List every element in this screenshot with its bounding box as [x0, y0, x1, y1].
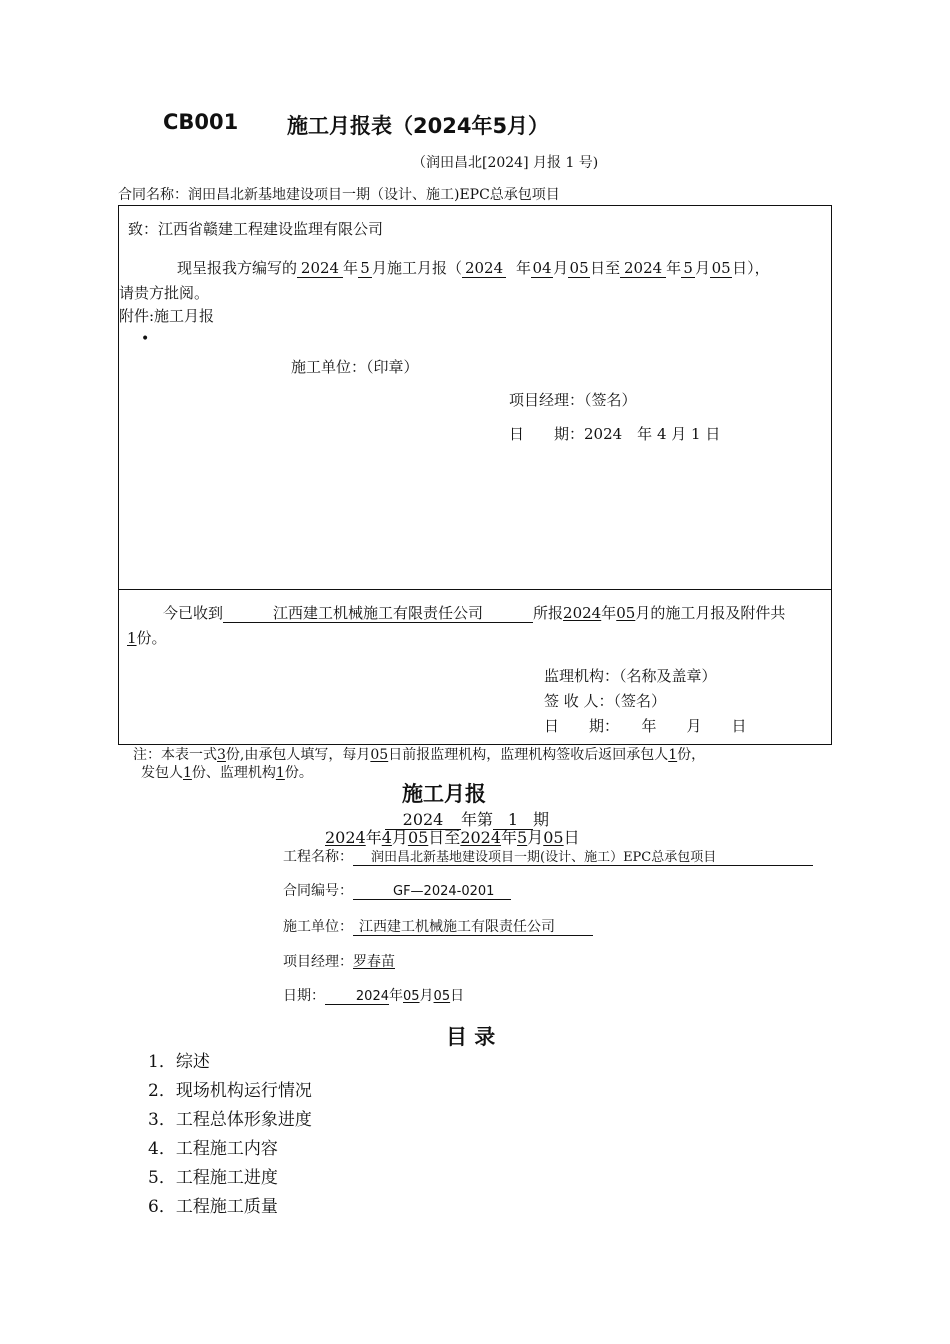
receipt-box: [118, 589, 832, 745]
report-date-row: [283, 985, 464, 1005]
end-day: 05: [711, 259, 731, 277]
toc-item[interactable]: 3．工程总体形象进度: [148, 1110, 312, 1130]
text-fragment: 现呈报我方编写的: [177, 259, 298, 277]
text-fragment: 日至: [428, 828, 461, 847]
text-fragment: 注：本表一式: [133, 747, 217, 763]
project-manager-label: 项目经理：: [283, 954, 353, 970]
copies-contractor: 1: [668, 747, 678, 763]
form-title: 施工月报表（2024年5月）: [287, 114, 550, 138]
submission-paragraph-line1: [177, 257, 770, 278]
report-date-range: [325, 825, 580, 848]
text-fragment: 日），: [732, 259, 770, 277]
bullet-point: •: [141, 331, 150, 347]
receipt-year: 2024: [563, 604, 602, 622]
toc-item[interactable]: 5．工程施工进度: [148, 1168, 278, 1188]
range-end-month: 5: [517, 828, 528, 847]
submission-box: [118, 205, 832, 590]
addressee-name: 江西省赣建工程建设监理有限公司: [158, 220, 384, 238]
text-fragment: 份，: [677, 747, 706, 763]
supervision-org: 监理机构：（名称及盖章）: [544, 667, 717, 685]
text-fragment: 年: [389, 988, 403, 1004]
toc-item[interactable]: 6．工程施工质量: [148, 1197, 278, 1217]
construction-unit-row: [283, 916, 593, 936]
text-fragment: 月: [419, 988, 434, 1004]
text-fragment: 日前报监理机构，监理机构签收后返回承包人: [388, 747, 669, 763]
report-month: 5: [358, 260, 372, 278]
start-year: 2024: [462, 260, 506, 278]
construction-unit-value: 江西建工机械施工有限责任公司: [353, 920, 593, 936]
copies-total: 3: [217, 747, 226, 763]
end-year: 2024: [620, 260, 666, 278]
toc-item[interactable]: 4．工程施工内容: [148, 1139, 278, 1159]
attachment-line: 附件:施工月报: [119, 307, 215, 325]
text-fragment: 份。: [136, 629, 167, 647]
construction-unit-seal: 施工单位：（印章）: [291, 358, 419, 376]
text-fragment: 年: [601, 604, 617, 622]
text-fragment: 年: [666, 259, 682, 277]
text-fragment: 年: [501, 828, 518, 847]
text-fragment: 所报: [533, 604, 564, 622]
attachment-count: 1: [127, 629, 137, 647]
text-fragment: 月: [391, 828, 408, 847]
addressee: [128, 218, 383, 239]
toc-item[interactable]: 2．现场机构运行情况: [148, 1081, 312, 1101]
copies-supervisor: 1: [275, 765, 285, 781]
text-fragment: 期: [533, 810, 550, 829]
range-start-year: 2024: [325, 828, 366, 847]
report-year: 2024: [297, 260, 343, 278]
report-date-month: 05: [403, 989, 420, 1004]
toc-title: 目 录: [446, 1025, 496, 1049]
end-month: 5: [681, 260, 695, 278]
text-fragment: 份、监理机构: [191, 765, 276, 781]
text-fragment: 年: [365, 828, 382, 847]
text-fragment: 月的施工月报及附件共: [635, 604, 786, 622]
range-end-day: 05: [543, 828, 564, 847]
text-fragment: 发包人: [141, 765, 183, 781]
submission-paragraph-line2: 请贵方批阅。: [119, 284, 210, 302]
receipt-paragraph-line2: [127, 627, 167, 648]
text-fragment: 月施工月报（: [372, 259, 463, 277]
addressee-label: 致：: [128, 220, 159, 238]
contract-name-value: 润田昌北新基地建设项目一期（设计、施工)EPC总承包项目: [188, 187, 560, 203]
report-date-label: 日期：: [283, 988, 325, 1004]
copies-owner: 1: [183, 765, 192, 781]
contractor-company: 江西建工机械施工有限责任公司: [223, 605, 533, 623]
project-manager-row: [283, 951, 395, 971]
contract-name-label: 合同名称：: [118, 187, 188, 203]
receipt-month: 05: [616, 604, 636, 622]
project-name-label: 工程名称：: [283, 849, 353, 865]
range-start-day: 05: [407, 828, 429, 847]
form-reference: （润田昌北[2024] 月报 1 号): [412, 155, 599, 171]
form-code: CB001: [163, 110, 239, 134]
project-manager-value: 罗春苗: [353, 954, 395, 970]
text-fragment: 日至: [590, 259, 621, 277]
text-fragment: 月: [527, 828, 544, 847]
period-number: 1: [493, 811, 533, 830]
text-fragment: 月: [553, 259, 569, 277]
period-year: 2024: [385, 811, 461, 830]
text-fragment: 今已收到: [163, 604, 224, 622]
text-fragment: 月: [695, 259, 711, 277]
due-day: 05: [370, 747, 389, 763]
range-end-year: 2024: [460, 828, 502, 847]
text-fragment: 年第: [461, 810, 494, 829]
contract-number-value: GF—2024-0201: [353, 885, 511, 900]
submission-date: 日 期：2024 年 4 月 1 日: [509, 425, 721, 443]
report-date-day: 05: [433, 989, 451, 1004]
form-note-line1: [133, 744, 705, 764]
text-fragment: 份,由承包人填写，每月: [225, 747, 371, 763]
contract-number-row: [283, 880, 511, 900]
report-title: 施工月报: [402, 782, 486, 806]
contract-number-label: 合同编号：: [283, 883, 353, 899]
construction-unit-label: 施工单位：: [283, 919, 353, 935]
project-name-row: [283, 846, 813, 866]
start-month: 04: [532, 259, 552, 277]
toc-item[interactable]: 1．综述: [148, 1052, 210, 1072]
text-fragment: 日: [450, 988, 465, 1004]
signer: 签 收 人：（签名）: [544, 692, 667, 710]
toc-list: [148, 1048, 312, 1222]
start-day: 05: [569, 259, 589, 277]
project-manager-signature: 项目经理：（签名）: [509, 391, 637, 409]
report-date-year: 2024: [325, 990, 389, 1005]
text-fragment: 年: [516, 259, 532, 277]
receipt-date: 日 期： 年 月 日: [544, 717, 747, 735]
contract-name-line: [118, 184, 560, 204]
text-fragment: 份。: [284, 765, 313, 781]
range-start-month: 4: [381, 828, 392, 847]
project-name-value: 润田昌北新基地建设项目一期(设计、施工）EPC总承包项目: [353, 851, 813, 866]
text-fragment: 年: [343, 259, 359, 277]
receipt-paragraph: [163, 602, 785, 623]
form-note-line2: [141, 762, 313, 782]
text-fragment: 日: [563, 828, 580, 847]
